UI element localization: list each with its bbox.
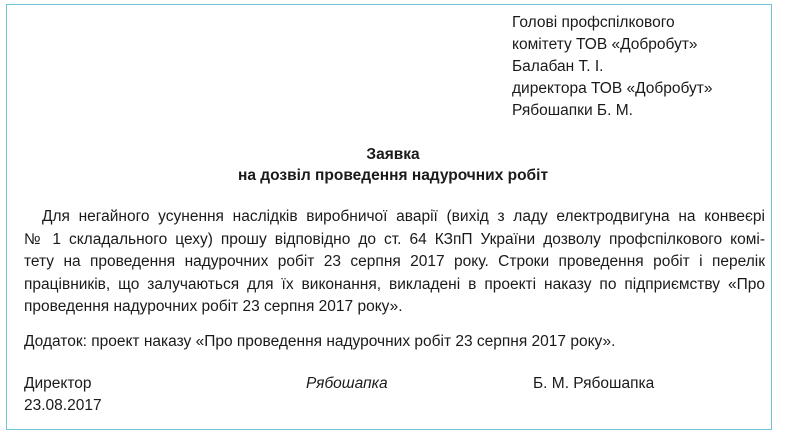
addressee-line: Голові профспілкового [512, 14, 675, 31]
body-line: тету на проведення надурочних робіт 23 серпня 2017 року. Строки проведення робіт і перелік [24, 253, 765, 270]
addressee-line: комітету ТОВ «Добробут» [512, 36, 698, 53]
document-title: Заявка [366, 146, 420, 163]
body-line: Для негайного усунення наслідків виробничої аварії (вихід з ладу електродвигуна на конвеєрі [42, 208, 765, 225]
signer-position: Директор [24, 375, 92, 392]
body-line: № 1 складального цеху) прошу відповідно до ст. 64 КЗпП України дозволу профспілкового комі- [24, 230, 765, 248]
body-line: працівників, що залучаються для їх виконання, викладені в проекті наказу по підприємству «Про [24, 275, 765, 293]
document-subtitle: на дозвіл проведення надурочних робіт [237, 167, 549, 184]
addressee-block [512, 12, 713, 122]
signer-name: Б. М. Рябошапка [533, 375, 655, 392]
addressee-line: Рябошапки Б. М. [512, 102, 633, 119]
body-paragraph [24, 206, 765, 319]
attachment-line: Додаток: проект наказу «Про проведення надурочних робіт 23 серпня 2017 року». [24, 333, 616, 350]
addressee-line: Балабан Т. І. [512, 58, 604, 75]
document-date: 23.08.2017 [24, 397, 102, 414]
handwritten-signature: Рябошапка [306, 375, 388, 392]
addressee-line: директора ТОВ «Добробут» [512, 80, 713, 97]
body-line: проведення надурочних робіт 23 серпня 2017 року». [24, 298, 403, 315]
